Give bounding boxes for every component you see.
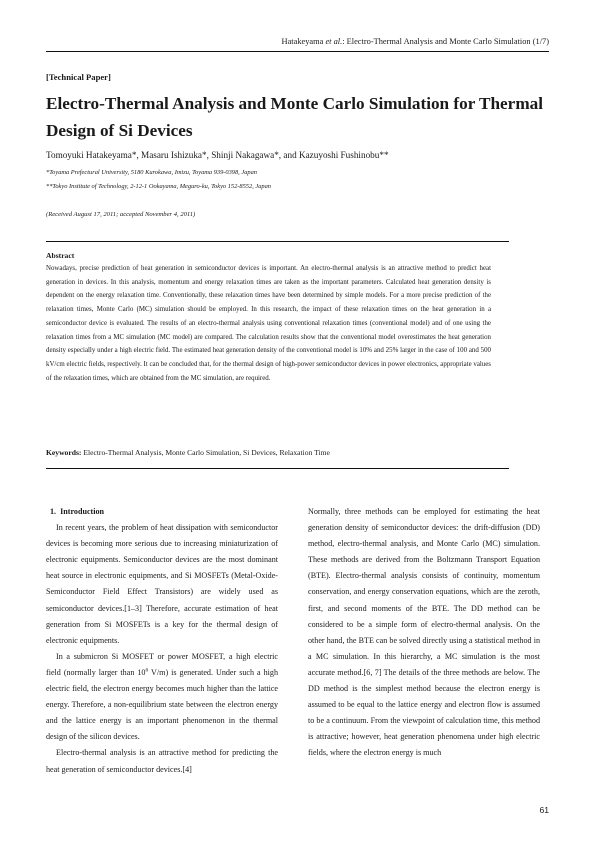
header-rule [46, 51, 549, 52]
running-head-author: Hatakeyama [281, 37, 324, 46]
intro-paragraph-2-end: V/m) is generated. Under such a high electric field, the electron energy becomes much higher than the lattice energy. Therefore, a non-equilibrium state between the electron energy and the lattice energy is an important phenomenon in the thermal design of the silicon devices. [46, 667, 278, 742]
section-heading-introduction: 1. Introduction [50, 507, 105, 516]
exponent: 6 [145, 667, 149, 674]
intro-paragraph-1: In recent years, the problem of heat dissipation with semiconductor devices is becoming more serious due to increasing miniaturization of electronic equipments. Semiconductor devices are the most dominant heat source in electronic equipments, and Si MOSFETs (Metal-Oxide-Semiconductor Field Effect Transistors) are widely used as semiconductor devices.[1–3] Therefore, accurate estimation of heat generation from Si MOSFETs is a key for the thermal design of electronic equipments. [46, 523, 278, 645]
running-head-etal: et al. [323, 37, 343, 46]
paper-title: Electro-Thermal Analysis and Monte Carlo Simulation for Thermal Design of Si Devices [46, 94, 544, 140]
intro-paragraph-2 [46, 649, 278, 746]
abstract-top-rule [46, 241, 509, 242]
left-column [46, 504, 278, 778]
keywords [46, 448, 330, 457]
intro-paragraph-3: Electro-thermal analysis is an attractive method for predicting the heat generation of semiconductor devices.[4] [46, 748, 278, 774]
abstract-text: Nowadays, precise prediction of heat generation in semiconductor devices is important. An electro-thermal analysis is an attractive method to predict heat generation in devices. In this analysis, momentum and energy relaxation times are taken as the important parameters. Calculated heat generation density is dependent on the energy relaxation time. Conventionally, these relaxation times have been determined by simple models. For a more precise prediction of the relaxation times, Monte Carlo (MC) simulation should be employed. In this research, the impact of these relaxation times on the heat generation in a semiconductor device is evaluated. The results of an electro-thermal analysis using conventional relaxation times (conventional model) and of one using the relaxation times from a MC simulation (MC model) are compared. The calculation results show that the conventional model overestimates the heat generation density especially under a high electric field. The estimated heat generation density of the conventional model is 10% and 25% larger in the case of 100 and 500 kV/cm electric fields, respectively. It can be concluded that, for the thermal design of high-power semiconductor devices in power electronics, appropriate values of the relaxation times, which are obtained from the MC simulation, are required. [46, 265, 491, 382]
affiliation-1: *Toyama Prefectural University, 5180 Kurokawa, Imizu, Toyama 939-0398, Japan [46, 169, 257, 176]
page-number: 61 [539, 805, 549, 815]
keywords-label: Keywords: [46, 448, 82, 457]
authors: Tomoyuki Hatakeyama*, Masaru Ishizuka*, Shinji Nakagawa*, and Kazuyoshi Fushinobu** [46, 150, 389, 160]
keywords-list: Electro-Thermal Analysis, Monte Carlo Simulation, Si Devices, Relaxation Time [81, 448, 330, 457]
running-head [46, 37, 549, 46]
right-column [308, 504, 540, 762]
intro-paragraph-4: Normally, three methods can be employed for estimating the heat generation density of semiconductor devices: the drift-diffusion (DD) method, electro-thermal analysis, and Monte Carlo (MC) simulation. These methods are derived from the Boltzmann Transport Equation (BTE). Electro-thermal analysis consists of continuity, momentum conservation, and energy conservation equations, which are the zeroth, first, and second moments of the BTE. The DD method can be considered to be a simple form of electro-thermal analysis. On the other hand, the BTE can be solved directly using a statistical method in a MC simulation. In this hierarchy, a MC simulation is the most accurate method.[6, 7] The details of the three methods are below. The DD method is the simplest method because the electron energy is assumed to be equal to the lattice energy and electron flow is assumed to be a continuum. From the viewpoint of calculation time, this method is attractive; however, heat generation phenomena under high electric fields, where the electron energy is much [308, 507, 540, 758]
affiliation-2: **Tokyo Institute of Technology, 2-12-1 Ookayama, Meguro-ku, Tokyo 152-8552, Japan [46, 183, 272, 190]
paper-type: [Technical Paper] [46, 72, 111, 82]
abstract-heading: Abstract [46, 251, 75, 260]
intro-paragraph-2-start: In a submicron Si MOSFET or power MOSFET, a high electric field (normally larger than 10 [46, 651, 278, 677]
running-head-title: : Electro-Thermal Analysis and Monte Carlo Simulation (1/7) [342, 37, 549, 46]
abstract-bottom-rule [46, 468, 509, 469]
received-dates: (Received August 17, 2011; accepted November 4, 2011) [46, 211, 196, 218]
